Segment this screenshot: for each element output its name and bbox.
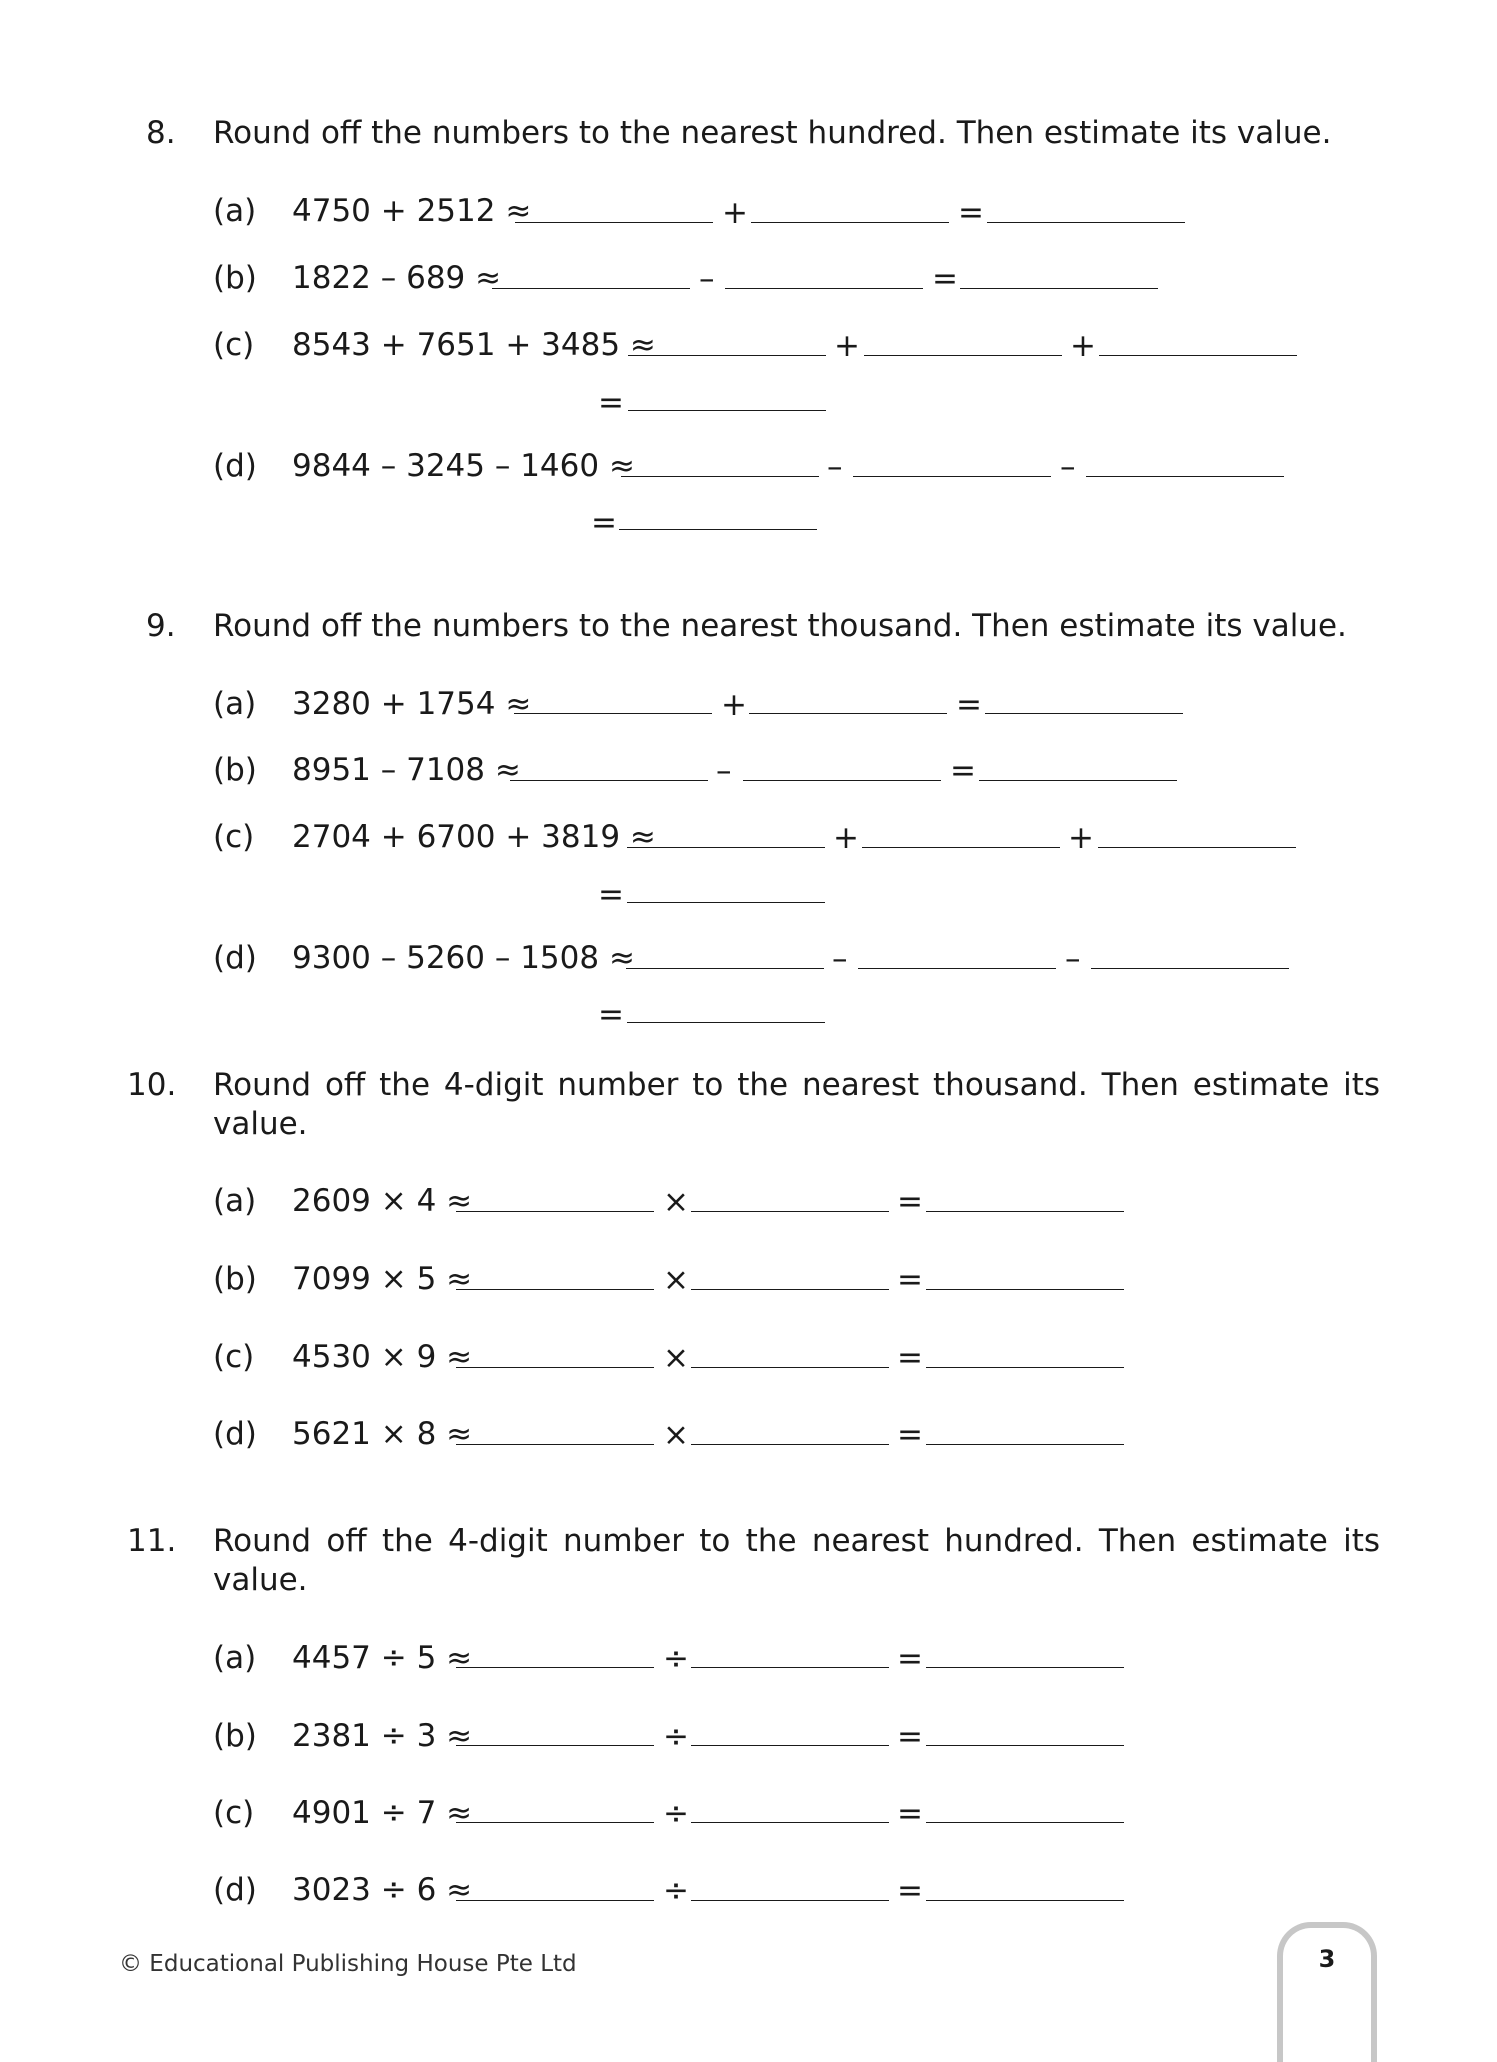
part-label: (c) [213, 1339, 255, 1375]
answer-blank[interactable] [626, 968, 824, 969]
answer-blank[interactable] [862, 847, 1060, 848]
answer-blank[interactable] [926, 1822, 1124, 1823]
page-number: 3 [1318, 1945, 1336, 1973]
answer-blank[interactable] [628, 355, 826, 356]
answer-blank[interactable] [926, 1444, 1124, 1445]
answer-blank[interactable] [926, 1900, 1124, 1901]
answer-blank[interactable] [985, 713, 1183, 714]
math-expression: 9300 – 5260 – 1508 ≈ [292, 940, 635, 976]
answer-blank[interactable] [691, 1211, 889, 1212]
equals-symbol: = [897, 1796, 923, 1832]
answer-blank[interactable] [749, 713, 947, 714]
answer-blank[interactable] [456, 1367, 654, 1368]
answer-blank[interactable] [691, 1367, 889, 1368]
answer-blank[interactable] [725, 288, 923, 289]
answer-blank[interactable] [627, 1022, 825, 1023]
answer-blank[interactable] [456, 1900, 654, 1901]
operator-symbol: – [716, 753, 732, 789]
answer-blank[interactable] [691, 1822, 889, 1823]
operator-symbol: ÷ [663, 1873, 689, 1909]
math-expression: 2609 × 4 ≈ [292, 1183, 473, 1219]
copyright-notice: © Educational Publishing House Pte Ltd [119, 1951, 577, 1977]
question-number: 10. [127, 1067, 177, 1103]
question-number: 9. [146, 608, 176, 644]
equals-symbol: = [950, 753, 976, 789]
math-expression: 2381 ÷ 3 ≈ [292, 1718, 473, 1754]
math-expression: 2704 + 6700 + 3819 ≈ [292, 819, 656, 855]
answer-blank[interactable] [926, 1289, 1124, 1290]
math-expression: 9844 – 3245 – 1460 ≈ [292, 448, 635, 484]
operator-symbol: + [721, 687, 747, 723]
part-label: (c) [213, 1795, 255, 1831]
answer-blank[interactable] [691, 1745, 889, 1746]
equals-symbol: = [598, 997, 624, 1033]
math-expression: 4457 ÷ 5 ≈ [292, 1640, 473, 1676]
answer-blank[interactable] [456, 1444, 654, 1445]
part-label: (b) [213, 752, 257, 788]
operator-symbol: – [699, 261, 715, 297]
equals-symbol: = [897, 1340, 923, 1376]
operator-symbol: × [663, 1184, 689, 1220]
part-label: (b) [213, 1261, 257, 1297]
math-expression: 1822 – 689 ≈ [292, 260, 502, 296]
part-label: (d) [213, 448, 257, 484]
operator-symbol: + [834, 328, 860, 364]
page-number-tab [1277, 1922, 1377, 2062]
math-expression: 8951 – 7108 ≈ [292, 752, 521, 788]
answer-blank[interactable] [515, 222, 713, 223]
answer-blank[interactable] [510, 780, 708, 781]
answer-blank[interactable] [979, 780, 1177, 781]
part-label: (a) [213, 1183, 257, 1219]
equals-symbol: = [956, 687, 982, 723]
math-expression: 4901 ÷ 7 ≈ [292, 1795, 473, 1831]
answer-blank[interactable] [960, 288, 1158, 289]
equals-symbol: = [932, 261, 958, 297]
answer-blank[interactable] [858, 968, 1056, 969]
operator-symbol: – [1060, 449, 1076, 485]
part-label: (a) [213, 193, 257, 229]
answer-blank[interactable] [1099, 355, 1297, 356]
part-label: (b) [213, 1718, 257, 1754]
question-number: 8. [146, 115, 176, 151]
answer-blank[interactable] [864, 355, 1062, 356]
operator-symbol: ÷ [663, 1796, 689, 1832]
answer-blank[interactable] [627, 902, 825, 903]
part-label: (c) [213, 819, 255, 855]
equals-symbol: = [591, 505, 617, 541]
answer-blank[interactable] [926, 1211, 1124, 1212]
equals-symbol: = [897, 1262, 923, 1298]
part-label: (d) [213, 940, 257, 976]
answer-blank[interactable] [514, 713, 712, 714]
operator-symbol: + [1070, 328, 1096, 364]
part-label: (c) [213, 327, 255, 363]
operator-symbol: + [722, 195, 748, 231]
answer-blank[interactable] [627, 847, 825, 848]
part-label: (d) [213, 1872, 257, 1908]
answer-blank[interactable] [628, 410, 826, 411]
answer-blank[interactable] [456, 1289, 654, 1290]
math-expression: 4750 + 2512 ≈ [292, 193, 532, 229]
answer-blank[interactable] [926, 1745, 1124, 1746]
operator-symbol: × [663, 1340, 689, 1376]
operator-symbol: × [663, 1417, 689, 1453]
question-instruction: Round off the 4-digit number to the nearest thousand. Then estimate its value. [213, 1067, 1380, 1142]
answer-blank[interactable] [1098, 847, 1296, 848]
part-label: (a) [213, 1640, 257, 1676]
part-label: (b) [213, 260, 257, 296]
operator-symbol: ÷ [663, 1719, 689, 1755]
operator-symbol: × [663, 1262, 689, 1298]
answer-blank[interactable] [926, 1667, 1124, 1668]
answer-blank[interactable] [456, 1667, 654, 1668]
math-expression: 3023 ÷ 6 ≈ [292, 1872, 473, 1908]
answer-blank[interactable] [691, 1667, 889, 1668]
question-instruction: Round off the numbers to the nearest hundred. Then estimate its value. [213, 115, 1332, 151]
operator-symbol: – [832, 941, 848, 977]
math-expression: 3280 + 1754 ≈ [292, 686, 532, 722]
math-expression: 5621 × 8 ≈ [292, 1416, 473, 1452]
equals-symbol: = [897, 1417, 923, 1453]
question-instruction: Round off the numbers to the nearest thousand. Then estimate its value. [213, 608, 1347, 644]
operator-symbol: – [827, 449, 843, 485]
question-instruction: Round off the 4-digit number to the nearest hundred. Then estimate its value. [213, 1523, 1380, 1598]
equals-symbol: = [897, 1873, 923, 1909]
answer-blank[interactable] [621, 476, 819, 477]
answer-blank[interactable] [456, 1822, 654, 1823]
question-number: 11. [127, 1523, 177, 1559]
answer-blank[interactable] [691, 1900, 889, 1901]
answer-blank[interactable] [492, 288, 690, 289]
answer-blank[interactable] [853, 476, 1051, 477]
equals-symbol: = [598, 385, 624, 421]
answer-blank[interactable] [619, 529, 817, 530]
equals-symbol: = [598, 877, 624, 913]
equals-symbol: = [897, 1184, 923, 1220]
math-expression: 8543 + 7651 + 3485 ≈ [292, 327, 656, 363]
operator-symbol: – [1065, 941, 1081, 977]
operator-symbol: + [1068, 820, 1094, 856]
equals-symbol: = [897, 1719, 923, 1755]
part-label: (a) [213, 686, 257, 722]
answer-blank[interactable] [1086, 476, 1284, 477]
answer-blank[interactable] [926, 1367, 1124, 1368]
answer-blank[interactable] [987, 222, 1185, 223]
equals-symbol: = [897, 1641, 923, 1677]
answer-blank[interactable] [743, 780, 941, 781]
equals-symbol: = [958, 195, 984, 231]
operator-symbol: + [833, 820, 859, 856]
operator-symbol: ÷ [663, 1641, 689, 1677]
answer-blank[interactable] [751, 222, 949, 223]
math-expression: 4530 × 9 ≈ [292, 1339, 473, 1375]
answer-blank[interactable] [456, 1211, 654, 1212]
math-expression: 7099 × 5 ≈ [292, 1261, 473, 1297]
answer-blank[interactable] [1091, 968, 1289, 969]
answer-blank[interactable] [691, 1444, 889, 1445]
part-label: (d) [213, 1416, 257, 1452]
answer-blank[interactable] [456, 1745, 654, 1746]
answer-blank[interactable] [691, 1289, 889, 1290]
